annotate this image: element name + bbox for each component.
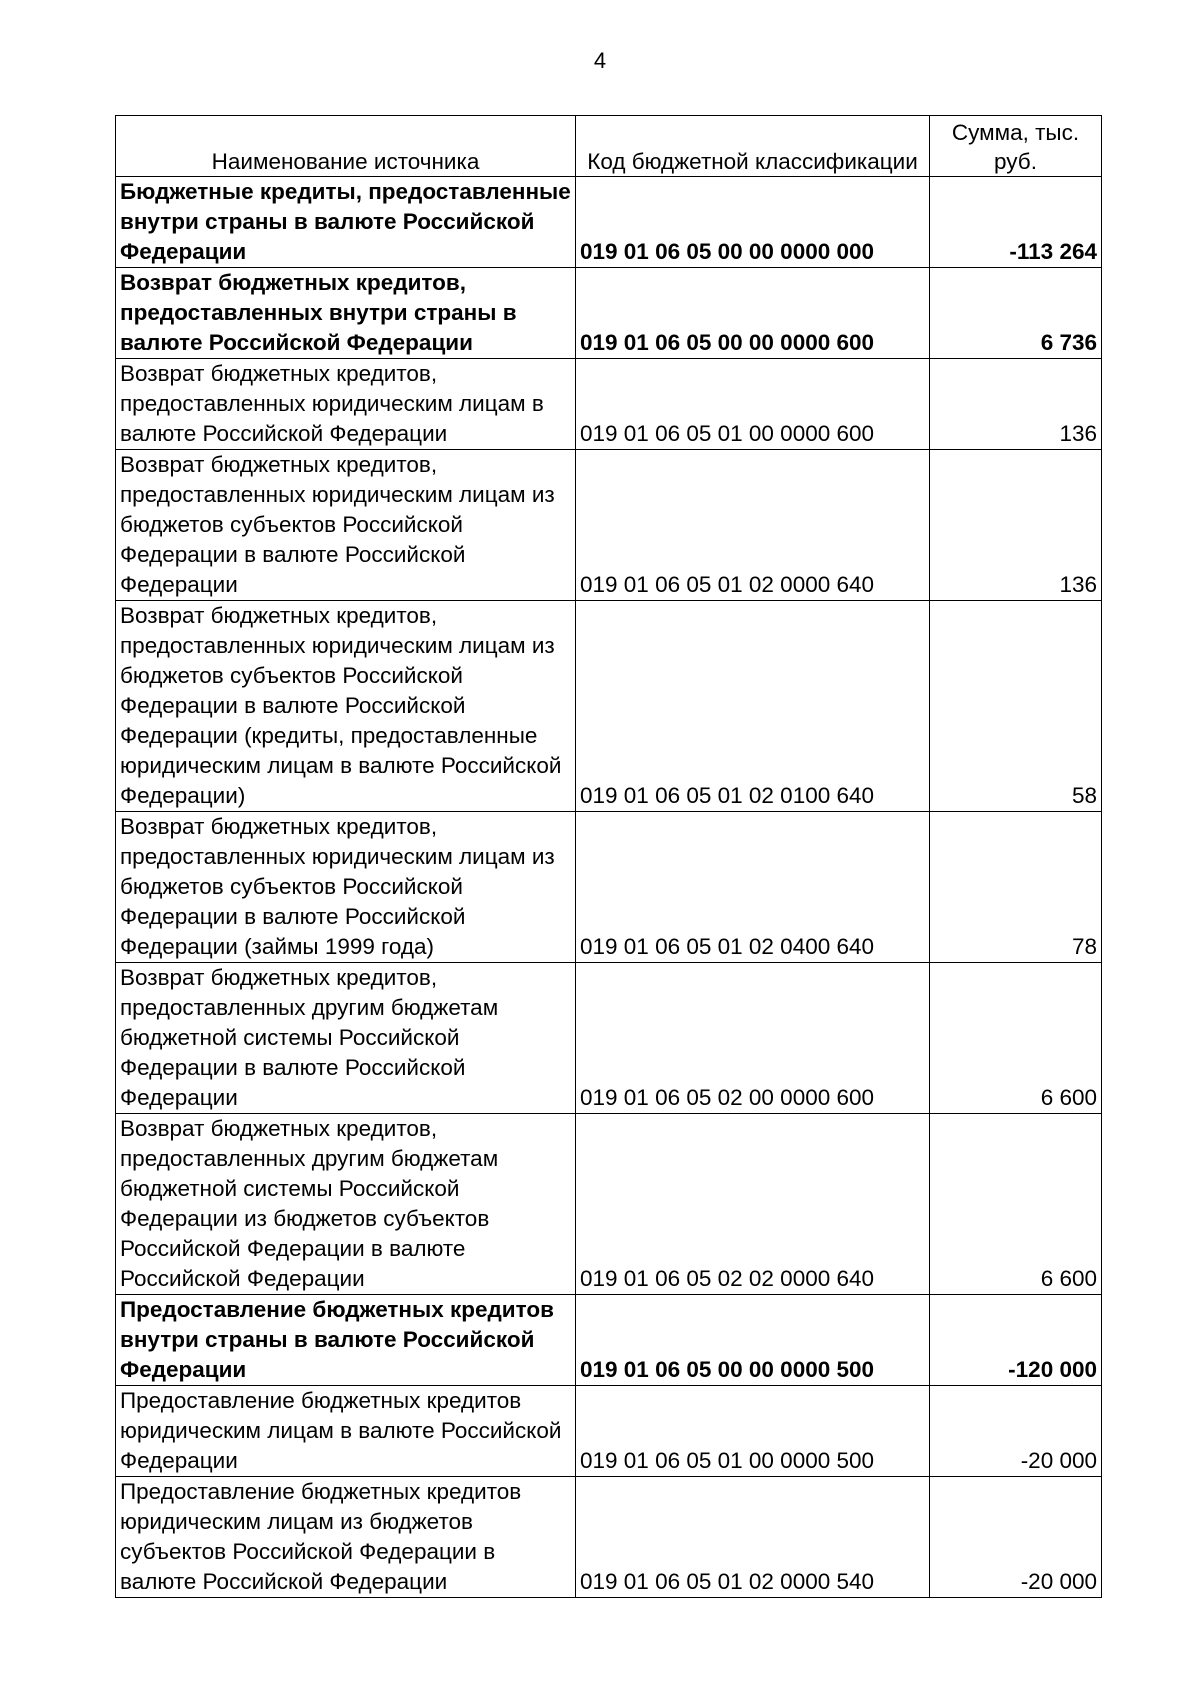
sum-cell: -113 264 [930,177,1102,268]
source-name-cell: Предоставление бюджетных кредитов юридическим лицам в валюте Российской Федерации [116,1386,576,1477]
page-number: 4 [593,48,607,73]
source-name-cell: Возврат бюджетных кредитов, предоставленных юридическим лицам из бюджетов субъектов Российской Федерации в валюте Российской Федерации [116,450,576,601]
source-name-cell: Бюджетные кредиты, предоставленные внутри страны в валюте Российской Федерации [116,177,576,268]
table-row [116,963,1102,1114]
source-name-cell: Возврат бюджетных кредитов, предоставленных юридическим лицам из бюджетов субъектов Российской Федерации в валюте Российской Федерации (кредиты, предоставленные юридическим лицам в валюте Российской Федерации) [116,601,576,812]
sum-cell: 136 [930,359,1102,450]
budget-code-cell: 019 01 06 05 02 00 0000 600 [576,963,930,1114]
budget-code-cell: 019 01 06 05 01 02 0400 640 [576,812,930,963]
source-name-cell: Возврат бюджетных кредитов, предоставленных другим бюджетам бюджетной системы Российской Федерации из бюджетов субъектов Российской Федерации в валюте Российской Федерации [116,1114,576,1295]
budget-code-cell: 019 01 06 05 01 00 0000 500 [576,1386,930,1477]
source-name-cell: Возврат бюджетных кредитов, предоставленных другим бюджетам бюджетной системы Российской Федерации в валюте Российской Федерации [116,963,576,1114]
table-row [116,1477,1102,1598]
budget-code-cell: 019 01 06 05 02 02 0000 640 [576,1114,930,1295]
sum-cell: 136 [930,450,1102,601]
table-header-row [116,116,1102,177]
budget-code-cell: 019 01 06 05 00 00 0000 600 [576,268,930,359]
header-source-name: Наименование источника [116,116,576,177]
source-name-cell: Предоставление бюджетных кредитов юридическим лицам из бюджетов субъектов Российской Федерации в валюте Российской Федерации [116,1477,576,1598]
table-row [116,1386,1102,1477]
sum-cell: 6 600 [930,1114,1102,1295]
sum-cell: 78 [930,812,1102,963]
sum-cell: -20 000 [930,1477,1102,1598]
table-row [116,450,1102,601]
table-row [116,359,1102,450]
table-row [116,1114,1102,1295]
budget-code-cell: 019 01 06 05 01 02 0100 640 [576,601,930,812]
budget-code-cell: 019 01 06 05 00 00 0000 000 [576,177,930,268]
budget-sources-table [115,115,1102,1598]
sum-cell: 6 600 [930,963,1102,1114]
budget-code-cell: 019 01 06 05 00 00 0000 500 [576,1295,930,1386]
source-name-cell: Возврат бюджетных кредитов, предоставленных юридическим лицам в валюте Российской Федерации [116,359,576,450]
budget-code-cell: 019 01 06 05 01 02 0000 540 [576,1477,930,1598]
sum-cell: -20 000 [930,1386,1102,1477]
sum-cell: 6 736 [930,268,1102,359]
header-sum: Сумма, тыс. руб. [930,116,1102,177]
budget-code-cell: 019 01 06 05 01 00 0000 600 [576,359,930,450]
header-budget-code: Код бюджетной классификации [576,116,930,177]
sum-cell: -120 000 [930,1295,1102,1386]
table-row [116,812,1102,963]
source-name-cell: Предоставление бюджетных кредитов внутри страны в валюте Российской Федерации [116,1295,576,1386]
budget-code-cell: 019 01 06 05 01 02 0000 640 [576,450,930,601]
table-row [116,177,1102,268]
table-row [116,1295,1102,1386]
source-name-cell: Возврат бюджетных кредитов, предоставленных внутри страны в валюте Российской Федерации [116,268,576,359]
table-row [116,268,1102,359]
sum-cell: 58 [930,601,1102,812]
table-row [116,601,1102,812]
source-name-cell: Возврат бюджетных кредитов, предоставленных юридическим лицам из бюджетов субъектов Российской Федерации в валюте Российской Федерации (займы 1999 года) [116,812,576,963]
